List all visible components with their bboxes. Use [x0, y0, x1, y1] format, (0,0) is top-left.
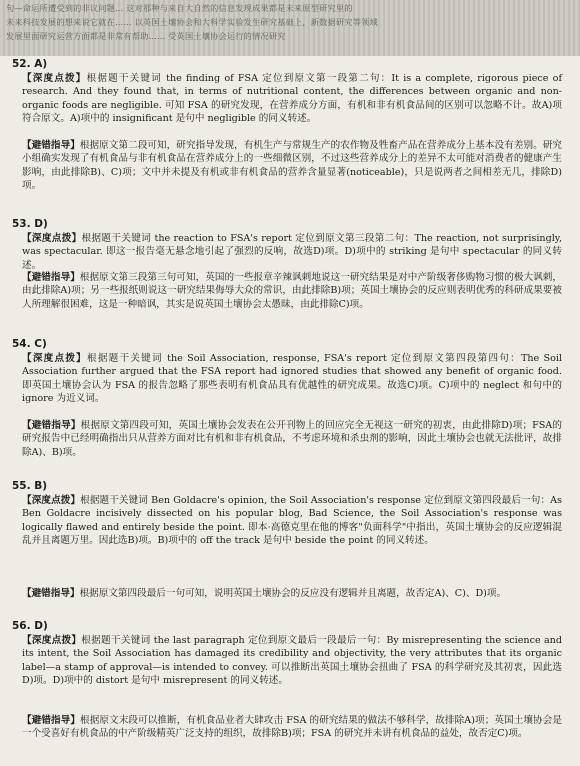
avoid-label: 【避错指导】	[22, 715, 81, 726]
deep-text: 根据题干关键词 the Soil Association, response, FSA's report 定位到原文第四段第四句：The Soil Association further argued that the FSA report had ignored studies that showed any benefit of organic food. 即英国土壤协会认为 FSA 的报告忽略了那些表明有机食品具有优越性的研究成果。故选C)项。C)项中的 neglect 和句中的 ignore 为近义词。	[22, 353, 562, 405]
error-guide	[22, 587, 562, 600]
avoid-text: 根据原文第四段最后一句可知，说明英国土壤协会的反应没有逻辑并且离题，故否定A)、C)、D)项。	[79, 588, 507, 599]
deep-analysis	[22, 232, 562, 272]
deep-label: 【深度点拨】	[22, 635, 82, 646]
question-number: 54. C)	[12, 338, 47, 350]
deep-text: 根据题干关键词 the last paragraph 定位到原文最后一段最后一句：By misrepresenting the science and its intent, the Soil Association has damaged its credibility and objectivity, the very attributes that its organic label—a stamp of approval—is intended to convey. 可以推断出英国土壤协会扭曲了 FSA 的科学研究及其初衷，因此选D)项。D)项中的 distort 是句中 misrepresent 的同义转述。	[22, 635, 562, 687]
deep-label: 【深度点拨】	[22, 73, 87, 84]
avoid-label: 【避错指导】	[22, 272, 80, 283]
avoid-text: 根据原文第二段可知，研究指导发现，有机生产与常规生产的农作物及牲畜产品在营养成分上基本没有差别。研究小组确实发现了有机食品与非有机食品在营养成分上的一些细微区别，不过这些营养成分上的差异不太可能对消费者的健康产生影响，由此排除B)、C)项；文中并未提及有机或非有机食品的营养含量显著(noticeable)，只是说两者之间相差无几，排除D)项。	[22, 140, 563, 192]
question-number: 52. A)	[12, 58, 48, 70]
avoid-label: 【避错指导】	[22, 588, 80, 599]
avoid-text: 根据原文末段可以推断，有机食品业者大肆攻击 FSA 的研究结果的做法不够科学，故排除A)项；英国土壤协会是一个受喜好有机食品的中产阶级精英广泛支持的组织，故排除B)项；FSA 的研究并未讲有机食品的益处，故否定C)项。	[22, 715, 562, 740]
deep-label: 【深度点拨】	[22, 495, 81, 506]
header-line: 发展里面研究运营方面都是非常有帮助…… 受英国土壤协会运行的情况研究	[6, 31, 286, 41]
deep-analysis	[22, 494, 562, 548]
avoid-text: 根据原文第四段可知，英国土壤协会发表在公开刊物上的回应完全无视这一研究的初衷，由此排除D)项；FSA的研究报告中已经明确指出只从营养方面对比有机和非有机食品，不考虑环境和杀虫剂的影响，因此土壤协会也就无法批评，故排除A)、B)项。	[22, 420, 563, 458]
avoid-text: 根据原文第三段第三句可知，英国的一些报章辛辣讽刺地说这一研究结果是对中产阶级奢侈购物习惯的极大讽刺，由此排除A)项；另一些报纸则说这一研究结果侮辱大众的常识，由此排除B)项；英国土壤协会的反应则表明优秀的科研成果要被人所理解很困难，这是一种暗讽，其实是说英国土壤协会太愚昧，由此排除C)项。	[22, 272, 563, 310]
question-number: 56. D)	[12, 620, 48, 632]
header-line: 未来科技发展的想来说它就在…… 以英国土壤协会和大科学实验发生研究基础上，新数据研究等领域	[6, 17, 378, 27]
error-guide	[22, 271, 562, 311]
header-line: 句—命运所遭受到的非议问题… 这对那种与来自大自然的信息发现成果都是未来原型研究里的	[6, 3, 353, 13]
deep-text: 根据题干关键词 the finding of FSA 定位到原文第一段第二句：It is a complete, rigorous piece of research. And they found that, in terms of nutritional content, the differences between organic and non-organic foods are negligible. 可知 FSA 的研究发现，在营养成分方面，有机和非有机食品间的区别可以忽略不计。故A)项符合原文。A)项中的 insignificant 是句中 negligible 的同义转述。	[22, 73, 562, 125]
error-guide	[22, 714, 562, 741]
deep-analysis	[22, 634, 562, 688]
deep-text: 根据题干关键词 Ben Goldacre's opinion, the Soil Association's response 定位到原文第四段最后一句：As Ben Goldacre incisively dissected on his popular blog, Bad Science, the Soil Association's response was logically flawed and entirely beside the point. 即本·高德克里在他的博客"负面科学"中指出，英国土壤协会的反应逻辑混乱并且离题万里。因此选B)项。B)项中的 off the track 是句中 beside the point 的同义转述。	[22, 495, 562, 547]
deep-label: 【深度点拨】	[22, 233, 82, 244]
deep-analysis	[22, 352, 562, 406]
error-guide	[22, 139, 562, 193]
avoid-label: 【避错指导】	[22, 140, 80, 151]
deep-label: 【深度点拨】	[22, 353, 87, 364]
deep-text: 根据题干关键词 the reaction to FSA's report 定位到原文第三段第二句：The reaction, not surprisingly, was spectacular. 即这一报告毫无悬念地引起了强烈的反响，故选D)项。D)项中的 striking 是句中 spectacular 的同义转述。	[22, 233, 562, 271]
avoid-label: 【避错指导】	[22, 420, 81, 431]
question-number: 53. D)	[12, 218, 48, 230]
deep-analysis	[22, 72, 562, 126]
error-guide	[22, 419, 562, 459]
top-text-band	[0, 0, 580, 56]
question-number: 55. B)	[12, 480, 48, 492]
